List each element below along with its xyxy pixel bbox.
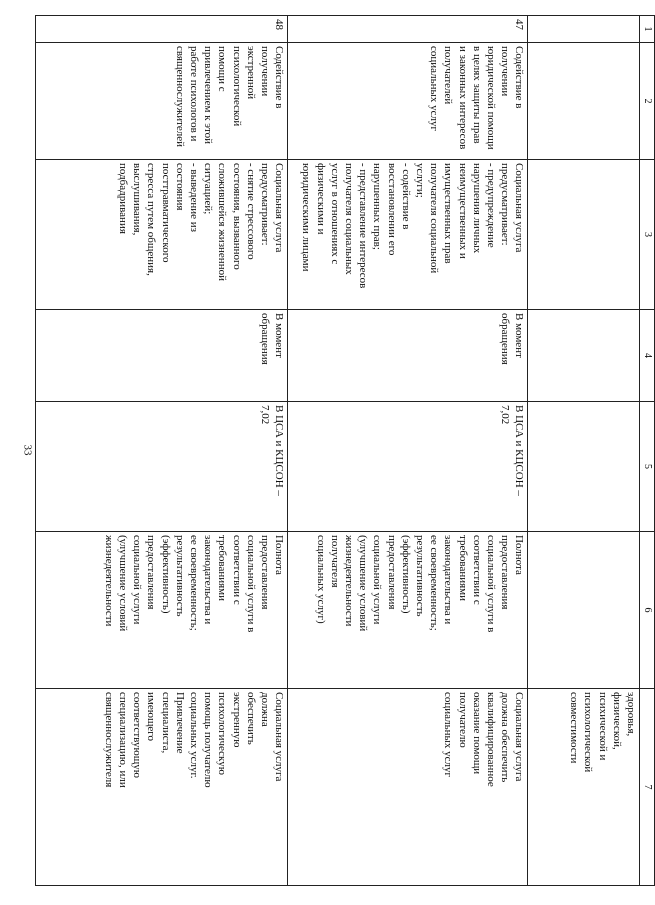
service-description: Социальная услуга предусматривает: - снятие стрессового состояния, вызванного сложившейся жизненной ситуацией; - выведение из состояния посттравматического стресса путем общения, выслушивания, подбадривания [36, 160, 288, 310]
service-timing: В момент обращения [288, 310, 528, 402]
column-number: 2 [640, 43, 655, 160]
quality-indicators: Полнота предоставления социальной услуги в соответствии с требованиями законодательства и ее своевременность; результативность (эффективность) предоставления социальной услуги (улучшение условий жизнедеятельности [36, 532, 288, 689]
table-row-48 [36, 16, 288, 886]
column-number: 1 [640, 16, 655, 43]
service-description: Социальная услуга предусматривает: - предупреждение нарушения личных неимущественных и имущественных прав получателя социальной услуги; - содействие в восстановлении его нарушенных прав; - представление интересов получателя социальных услуг в отношениях с физическими и юридическими лицами [288, 160, 528, 310]
service-conditions: Социальная услуга должна обеспечить квалифицированное оказание помощи получателю социальных услуг [288, 689, 528, 886]
column-number: 4 [640, 310, 655, 402]
row-number: 48 [36, 16, 288, 43]
service-tariff: В ЦСА и КЦСОН – 7,02 [288, 402, 528, 532]
table-cell [528, 310, 640, 402]
quality-indicators: Полнота предоставления социальной услуги в соответствии с требованиями законодательства и ее своевременность; результативность (эффективность) предоставления социальной услуги (улучшение условий жизнедеятельности получателя социальных услуг) [288, 532, 528, 689]
table-row-47 [288, 16, 528, 886]
table-cell [528, 160, 640, 310]
table-cell [528, 43, 640, 160]
service-name: Содействие в получении экстренной психологической помощи с привлечением к этой работе психологов и священнослужителей [36, 43, 288, 160]
column-number: 5 [640, 402, 655, 532]
rotated-page [35, 15, 655, 885]
row-number: 47 [288, 16, 528, 43]
table-cell [528, 532, 640, 689]
table-cell [528, 402, 640, 532]
service-timing: В момент обращения [36, 310, 288, 402]
column-number: 3 [640, 160, 655, 310]
table-cell: здоровья, физической, психической и психологической совместимости [528, 689, 640, 886]
services-table [35, 15, 655, 886]
services-table-wrapper [35, 15, 655, 885]
page-number: 33 [21, 444, 34, 456]
column-number: 6 [640, 532, 655, 689]
service-tariff: В ЦСА и КЦСОН – 7,02 [36, 402, 288, 532]
column-number-header [640, 16, 655, 886]
service-conditions: Социальная услуга должна обеспечить экстренную психологическую помощь получателю социальных услуг. Привлечение специалиста, имеющего соответствующую специализацию, или священнослужителя [36, 689, 288, 886]
column-number: 7 [640, 689, 655, 886]
table-cell [528, 16, 640, 43]
service-name: Содействие в получении юридической помощи в целях защиты прав и законных интересов получателей социальных услуг [288, 43, 528, 160]
table-row-continuation [528, 16, 640, 886]
